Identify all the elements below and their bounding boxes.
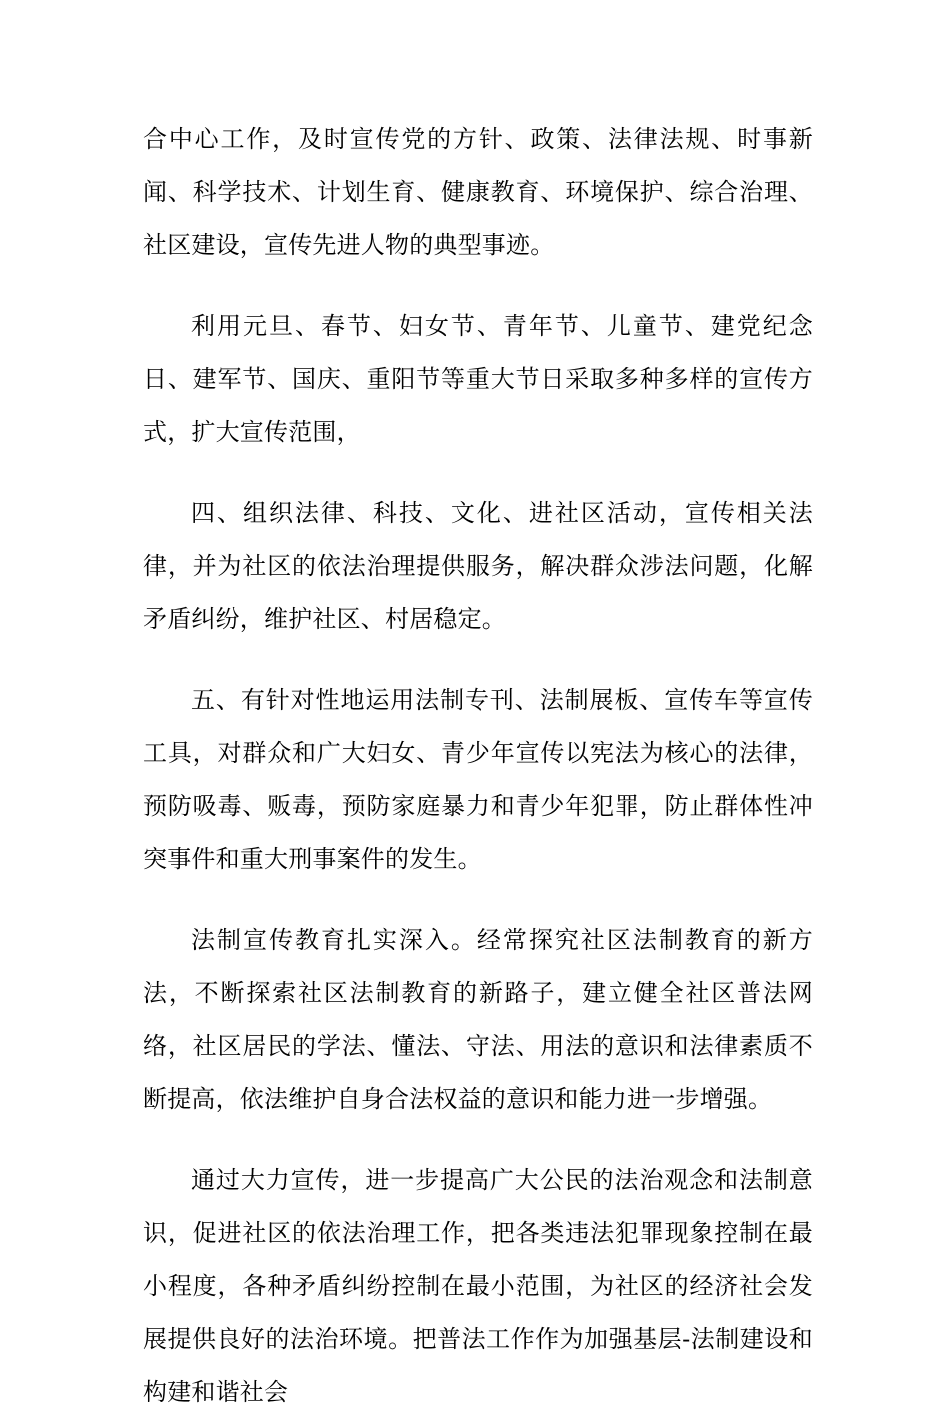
paragraph-item-four: 四、组织法律、科技、文化、进社区活动，宣传相关法律，并为社区的依法治理提供服务，解决群众涉法问题，化解矛盾纠纷，维护社区、村居稳定。 (143, 499, 813, 633)
paragraph-item-five: 五、有针对性地运用法制专刊、法制展板、宣传车等宣传工具，对群众和广大妇女、青少年宣传以宪法为核心的法律，预防吸毒、贩毒，预防家庭暴力和青少年犯罪，防止群体性冲突事件和重大刑事案件的发生。 (143, 686, 813, 873)
document-body (143, 113, 813, 1419)
paragraph-publicity-results: 通过大力宣传，进一步提高广大公民的法治观念和法制意识，促进社区的依法治理工作，把各类违法犯罪现象控制在最小程度，各种矛盾纠纷控制在最小范围，为社区的经济社会发展提供良好的法治环境。把普法工作作为加强基层-法制建设和构建和谐社会 (143, 1166, 813, 1406)
paragraph-legal-education: 法制宣传教育扎实深入。经常探究社区法制教育的新方法，不断探索社区法制教育的新路子，建立健全社区普法网络，社区居民的学法、懂法、守法、用法的意识和法律素质不断提高，依法维护自身合法权益的意识和能力进一步增强。 (143, 926, 813, 1113)
paragraph-holidays: 利用元旦、春节、妇女节、青年节、儿童节、建党纪念日、建军节、国庆、重阳节等重大节日采取多种多样的宣传方式，扩大宣传范围， (143, 312, 813, 446)
paragraph-continuation: 合中心工作，及时宣传党的方针、政策、法律法规、时事新闻、科学技术、计划生育、健康教育、环境保护、综合治理、社区建设，宣传先进人物的典型事迹。 (143, 125, 813, 259)
